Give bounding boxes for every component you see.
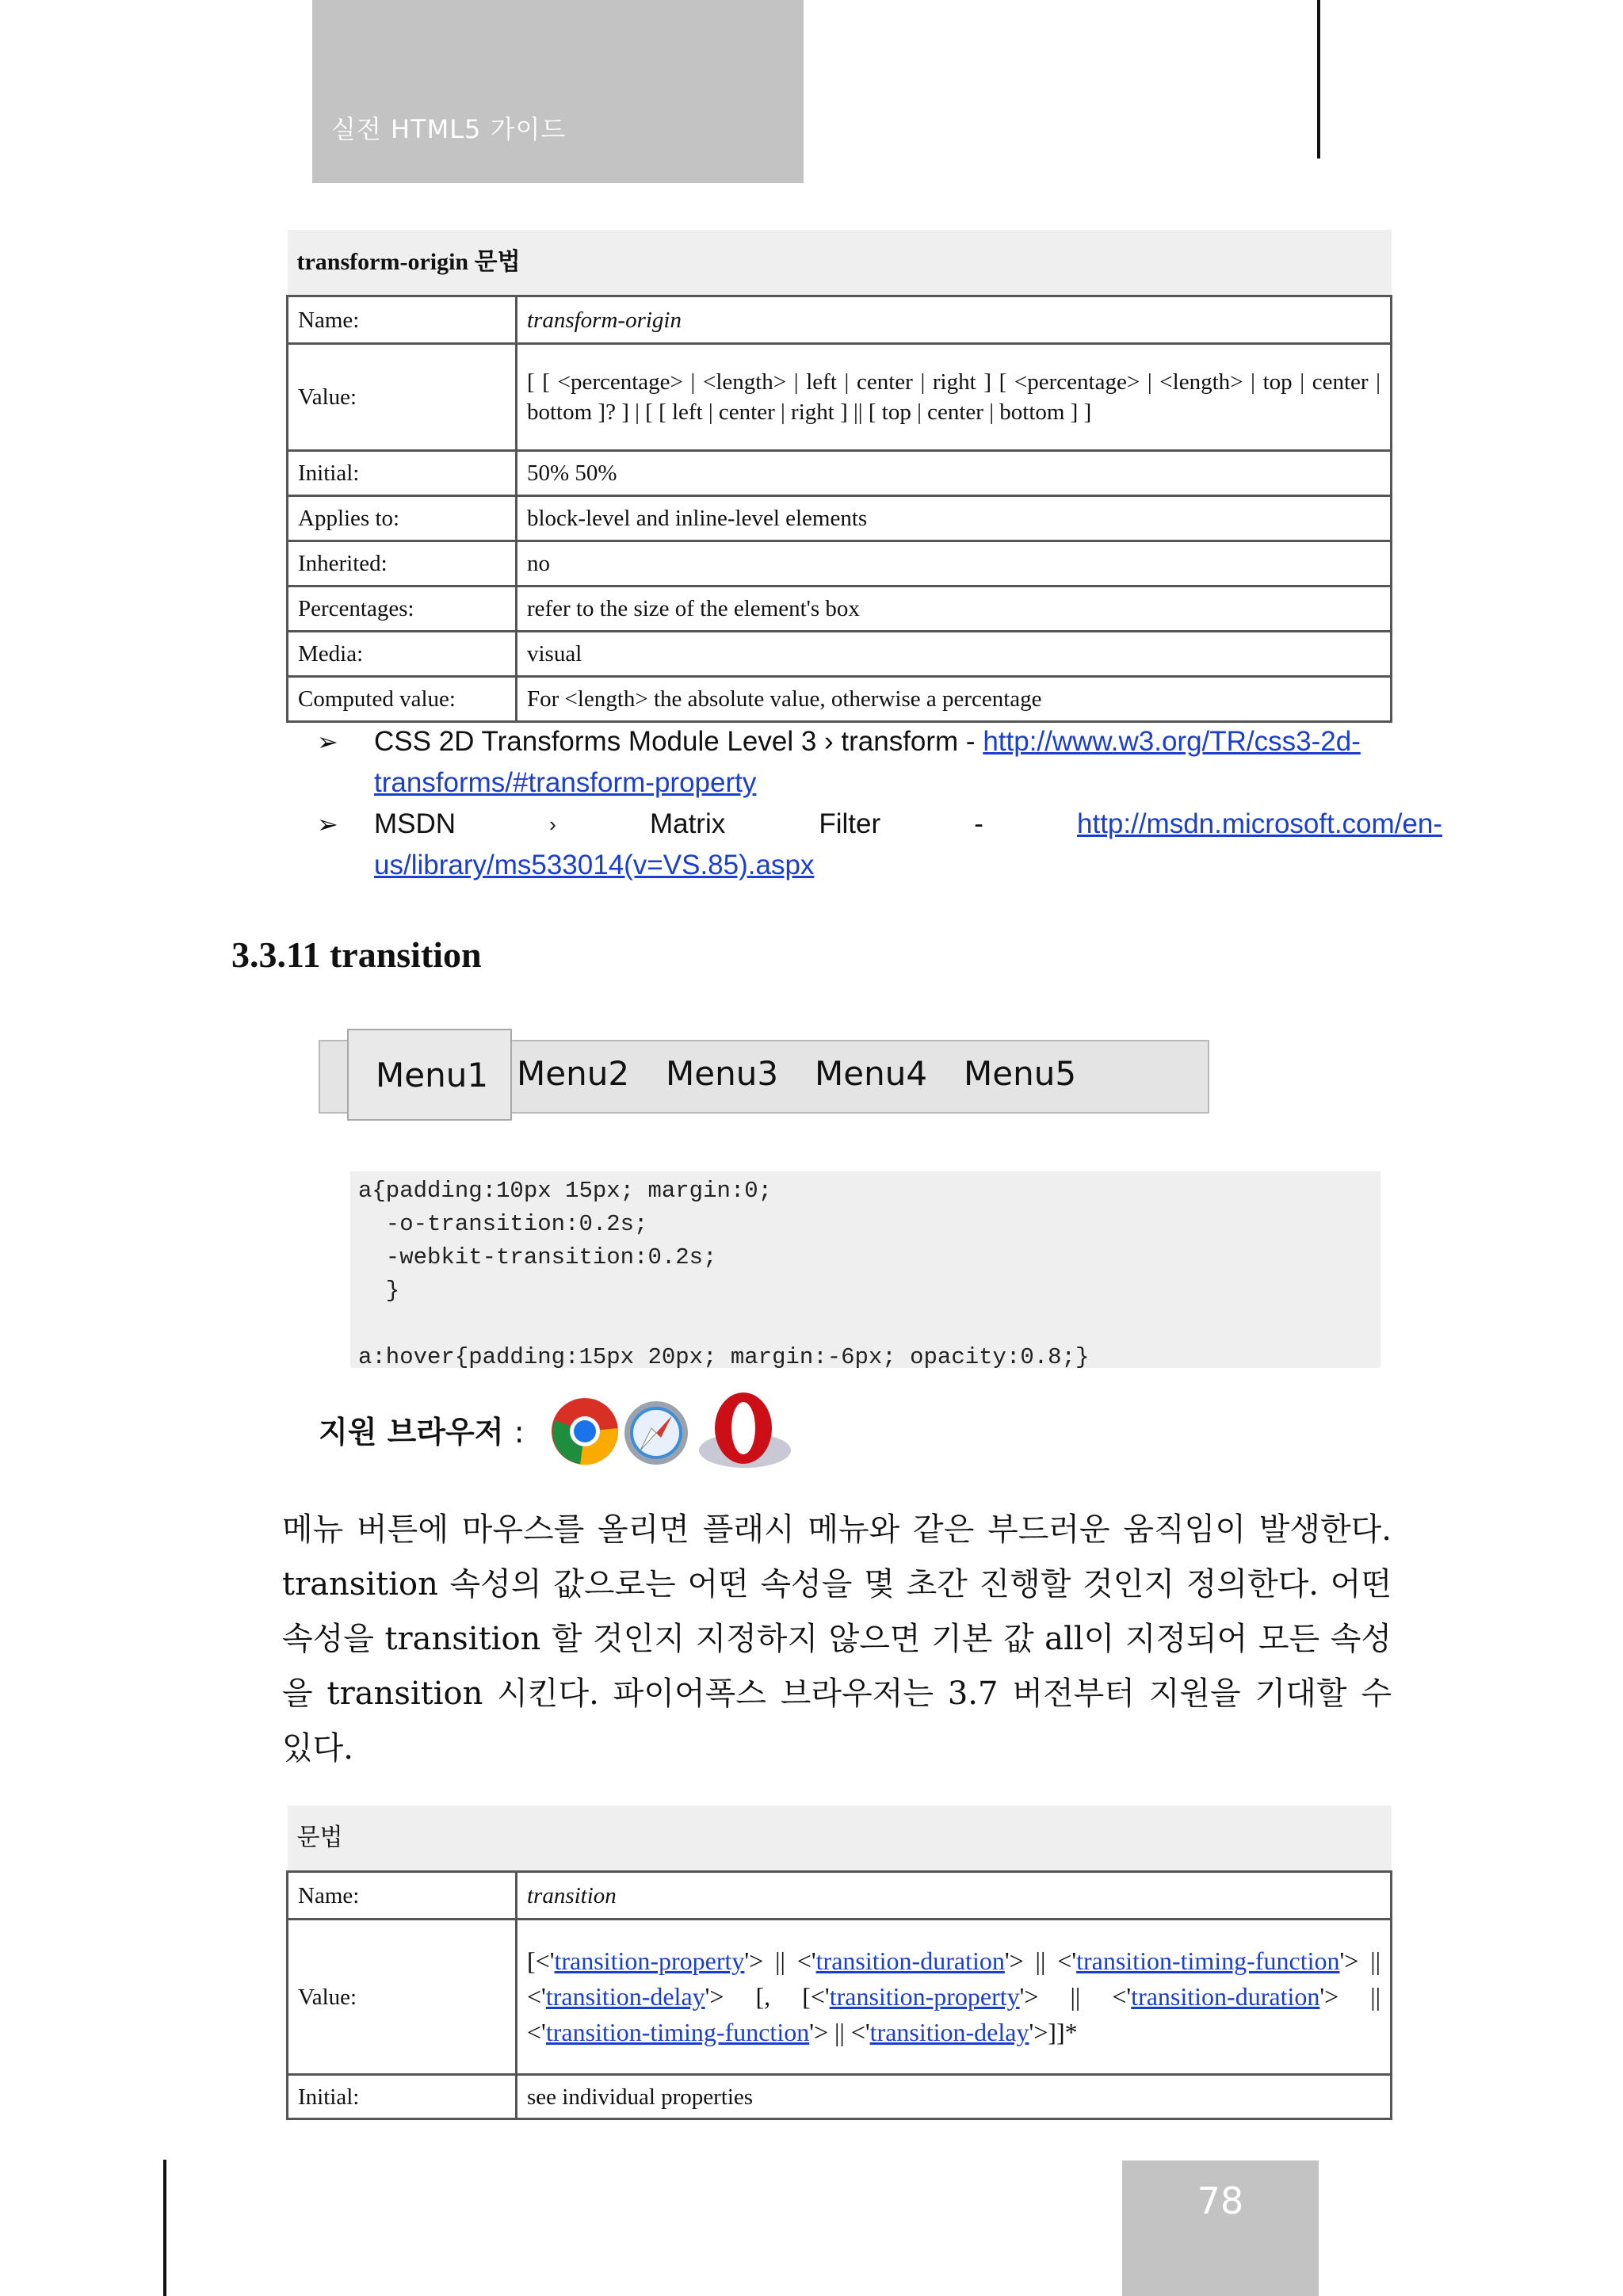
body-paragraph: 메뉴 버튼에 마우스를 올리면 플래시 메뉴와 같은 부드러운 움직임이 발생한다. transition 속성의 값으로는 어떤 속성을 몇 초간 진행할 것인지 정의한다. 어떤 속성을 transition 할 것인지 지정하지 않으면 기본 값 all이 지정되어 모든 속성을 transition 시킨다. 파이어폭스 브라우저는 3.7 버전부터 지원을 기대할 수 있다. (282, 1511, 1392, 1767)
transition-property-link[interactable]: transition-property (829, 1982, 1020, 2011)
arrow-bullet-icon: ➢ (317, 809, 338, 839)
reference-word: - (974, 808, 983, 839)
row-value: see individual properties (517, 2075, 1392, 2119)
menu-item-4[interactable]: Menu4 (815, 1054, 928, 1093)
row-value: 50% 50% (517, 451, 1392, 496)
transition-duration-link[interactable]: transition-duration (1131, 1982, 1320, 2011)
reference-link[interactable]: http://msdn.microsoft.com/en- (1077, 808, 1442, 839)
reference-link[interactable]: http://www.w3.org/TR/css3-2d- (983, 726, 1361, 757)
chrome-icon (552, 1398, 618, 1465)
browser-icons (548, 1389, 794, 1476)
table-caption: transform-origin 문법 (288, 230, 1392, 296)
row-label: Initial: (288, 2075, 517, 2119)
reference-item (317, 804, 1442, 886)
reference-text: CSS 2D Transforms Module Level 3 › transform - (374, 726, 983, 757)
code-line: a:hover{padding:15px 20px; margin:-6px; opacity:0.8;} (358, 1344, 1090, 1370)
row-value: block-level and inline-level elements (517, 496, 1392, 541)
reference-word: MSDN (374, 808, 456, 839)
row-label: Applies to: (288, 496, 517, 541)
row-value: [<'transition-property'> || <'transition-duration'> || <'transition-timing-function'> || <'transition-delay'> [, [<'transition-property'> || <'transition-duration'> || <'transition-timing-function'> || <'transition-delay'>]]* (517, 1920, 1392, 2075)
transition-delay-link[interactable]: transition-delay (869, 2018, 1029, 2046)
arrow-bullet-icon: ➢ (317, 727, 338, 757)
row-value: transform-origin (517, 296, 1392, 344)
reference-link-continued[interactable]: transforms/#transform-property (374, 767, 757, 798)
row-value: no (517, 541, 1392, 586)
row-value: For <length> the absolute value, otherwise a percentage (517, 677, 1392, 722)
menu-item-1[interactable]: Menu1 (376, 1056, 489, 1095)
row-label: Inherited: (288, 541, 517, 586)
top-rule (1317, 0, 1320, 159)
transition-duration-link[interactable]: transition-duration (815, 1946, 1005, 1975)
opera-icon (699, 1392, 791, 1468)
row-label: Percentages: (288, 586, 517, 632)
reference-word: Filter (819, 808, 881, 839)
reference-word: › (549, 812, 556, 836)
code-line: a{padding:10px 15px; margin:0; (358, 1178, 773, 1204)
row-label: Value: (288, 344, 517, 451)
header-banner (312, 0, 804, 183)
row-value: [ [ <percentage> | <length> | left | center | right ] [ <percentage> | <length> | top | center | bottom ]? ] | [ [ left | center | right ] || [ top | center | bottom ] ] (517, 344, 1392, 451)
menu-item-3[interactable]: Menu3 (666, 1054, 779, 1093)
row-label: Value: (288, 1920, 517, 2075)
code-line: -o-transition:0.2s; (358, 1211, 648, 1237)
row-label: Name: (288, 296, 517, 344)
transition-timing-function-link[interactable]: transition-timing-function (1076, 1946, 1340, 1975)
code-line: } (358, 1278, 400, 1304)
code-block (350, 1171, 1381, 1368)
row-value: visual (517, 632, 1392, 677)
bottom-rule (163, 2160, 166, 2296)
table-caption: 문법 (288, 1805, 1392, 1872)
reference-word: Matrix (649, 808, 726, 839)
row-value: transition (517, 1872, 1392, 1920)
reference-list (317, 721, 1442, 886)
row-label: Media: (288, 632, 517, 677)
page-number: 78 (1197, 2179, 1244, 2222)
row-value: refer to the size of the element's box (517, 586, 1392, 632)
safari-icon (624, 1401, 688, 1465)
row-label: Name: (288, 1872, 517, 1920)
transition-syntax-table (286, 1805, 1392, 2120)
menu-item-2[interactable]: Menu2 (517, 1054, 630, 1093)
transform-origin-table (286, 230, 1392, 723)
row-label: Initial: (288, 451, 517, 496)
reference-link-continued[interactable]: us/library/ms533014(v=VS.85).aspx (374, 850, 815, 881)
reference-item (317, 721, 1442, 804)
menu-item-5[interactable]: Menu5 (964, 1054, 1077, 1093)
book-title: 실전 HTML5 가이드 (331, 114, 567, 144)
reference-line (374, 804, 1442, 845)
transition-delay-link[interactable]: transition-delay (545, 1982, 705, 2011)
code-line: -webkit-transition:0.2s; (358, 1244, 717, 1270)
transition-timing-function-link[interactable]: transition-timing-function (545, 2018, 810, 2046)
section-title: 3.3.11 transition (231, 934, 482, 975)
supported-browsers-label: 지원 브라우저 : (319, 1415, 525, 1450)
row-label: Computed value: (288, 677, 517, 722)
code-line (358, 1308, 1373, 1341)
transition-property-link[interactable]: transition-property (554, 1946, 745, 1975)
